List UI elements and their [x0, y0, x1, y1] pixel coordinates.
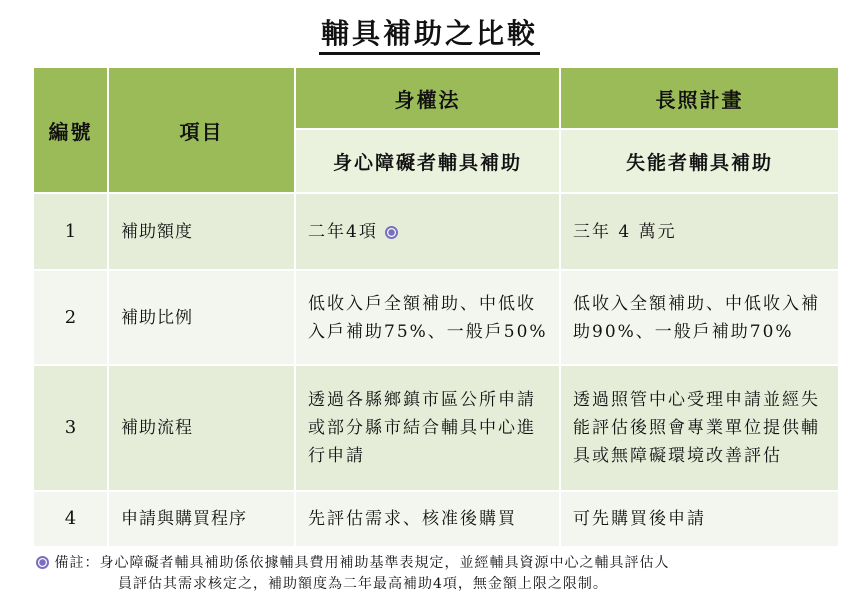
header-law1: 身權法	[295, 67, 560, 129]
row-item: 申請與購買程序	[108, 491, 295, 547]
row-law2: 可先購買後申請	[560, 491, 839, 547]
row-law2: 低收入全額補助、中低收入補助90%、一般戶補助70%	[560, 270, 839, 365]
row-law1: 先評估需求、核准後購買	[295, 491, 560, 547]
footnote-line-1: 備註：身心障礙者輔具補助係依據輔具費用補助基準表規定，並經輔具資源中心之輔具評估人	[54, 555, 670, 571]
row-number: 3	[33, 365, 108, 491]
header-law2-sub: 失能者輔具補助	[560, 129, 839, 193]
row-law1: 透過各縣鄉鎮市區公所申請或部分縣市結合輔具中心進行申請	[295, 365, 560, 491]
row-item: 補助流程	[108, 365, 295, 491]
row-law2: 三年 4 萬元	[560, 193, 839, 270]
row-law2: 透過照管中心受理申請並經失能評估後照會專業單位提供輔具或無障礙環境改善評估	[560, 365, 839, 491]
header-law2: 長照計畫	[560, 67, 839, 129]
table-row	[33, 491, 839, 547]
footnote-line-2: 員評估其需求核定之，補助額度為二年最高補助4項，無金額上限之限制。	[118, 576, 608, 592]
row-law1: 低收入戶全額補助、中低收入戶補助75%、一般戶50%	[295, 270, 560, 365]
table-row	[33, 270, 839, 365]
row-number: 4	[33, 491, 108, 547]
header-law1-sub: 身心障礙者輔具補助	[295, 129, 560, 193]
row-number: 1	[33, 193, 108, 270]
row-item: 補助額度	[108, 193, 295, 270]
target-bullet-icon	[36, 556, 49, 569]
header-item: 項目	[108, 67, 295, 193]
table-row	[33, 193, 839, 270]
row-number: 2	[33, 270, 108, 365]
table-row	[33, 365, 839, 491]
page-title: 輔具補助之比較	[0, 12, 859, 52]
footnote	[36, 553, 836, 595]
header-no: 編號	[33, 67, 108, 193]
comparison-table	[32, 66, 840, 548]
row-law1: 二年4項	[295, 193, 560, 270]
target-bullet-icon	[385, 226, 398, 239]
row-item: 補助比例	[108, 270, 295, 365]
